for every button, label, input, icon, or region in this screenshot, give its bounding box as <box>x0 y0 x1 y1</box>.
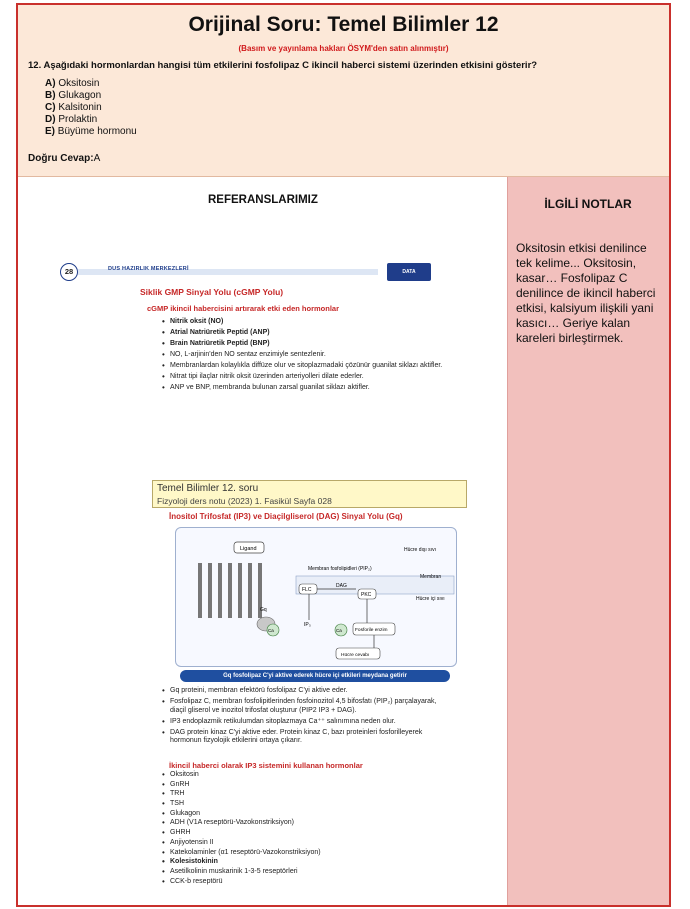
main-frame <box>16 3 671 907</box>
list-item: • CCK-b reseptörü <box>162 878 447 887</box>
list-item: • ANP ve BNP, membranda bulunan zarsal guanilat siklazı aktifler. <box>162 384 447 393</box>
option-e <box>45 126 137 138</box>
pathway-svg <box>176 528 458 668</box>
list-item: • Katekolaminler (α1 reseptörü-Vazokonstriksiyon) <box>162 849 447 858</box>
list-item: • DAG protein kinaz C'yi aktive eder. Protein kinaz C, bazı proteinleri fosforilleyerek hormonun fizyolojik etkilerini ortaya çıkarır. <box>162 729 447 746</box>
option-a <box>45 78 137 90</box>
membrane-label: Membran <box>420 574 442 580</box>
flc-label: FLC <box>302 587 312 593</box>
annotation-source: Fizyoloji ders notu (2023) 1. Fasikül Sayfa 028 <box>157 496 332 506</box>
list-item: • Anjiyotensin II <box>162 839 447 848</box>
list-item: • Gq proteini, membran efektörü fosfolipaz C'yi aktive eder. <box>162 687 447 696</box>
correct-answer <box>28 153 100 164</box>
pkc-label: PKC <box>361 592 372 598</box>
list-item: • ADH (V1A reseptörü-Vazokonstriksiyon) <box>162 819 447 828</box>
option-c <box>45 102 137 114</box>
list-item: • Membranlardan kolaylıkla diffüze olur ve sitoplazmadaki çözünür guanilat siklazı aktifler. <box>162 362 447 371</box>
option-text: Büyüme hormonu <box>55 126 137 137</box>
option-letter: E) <box>45 126 55 137</box>
ip3-pathway-diagram <box>175 527 457 667</box>
annotation-title: Temel Bilimler 12. soru <box>157 483 259 494</box>
gq-label: Gq <box>260 607 267 613</box>
answer-value: A <box>93 153 101 164</box>
summary-banner: Gq fosfolipaz C'yi aktive ederek hücre içi etkileri meydana getirir <box>180 670 450 682</box>
option-letter: B) <box>45 90 56 101</box>
page-title: Orijinal Soru: Temel Bilimler 12 <box>188 13 499 36</box>
list-item: • IP3 endoplazmik retikulumdan sitoplazmaya Ca⁺⁺ salınımına neden olur. <box>162 718 447 727</box>
calcium-label: Ca <box>268 628 274 633</box>
list-item: • Oksitosin <box>162 771 447 780</box>
extracellular-label: Hücre dışı sıvı <box>404 547 436 553</box>
question-text: 12. Aşağıdaki hormonlardan hangisi tüm etkilerini fosfolipaz C ikincil haberci sistemi üzerinden etkisini gösterir? <box>28 60 538 71</box>
notes-text: Oksitosin etkisi denilince tek kelime... Oksitosin, kasar… Fosfolipaz C denilince de ikincil haberci etkisi, kalsiyum ilişkili yani kasıcı… Geriye kalan kareleri birleştirmek. <box>516 241 656 345</box>
enzyme-label: Fosforile enzim <box>355 628 388 633</box>
textbook-header <box>60 263 440 281</box>
section-heading: İnositol Trifosfat (IP3) ve Diaçilgliserol (DAG) Sinyal Yolu (Gq) <box>169 512 403 521</box>
receptor-icon <box>200 563 260 618</box>
list-item: • NO, L-arjinin'den NO sentaz enzimiyle sentezlenir. <box>162 351 447 360</box>
gq-list <box>162 687 447 748</box>
publisher-logo: DATA <box>387 263 431 281</box>
ligand-label: Ligand <box>240 546 257 552</box>
cgmp-list <box>162 318 447 395</box>
list-item: • Kolesistokinin <box>162 858 447 867</box>
textbook-page <box>48 252 458 885</box>
answer-label: Doğru Cevap: <box>28 153 94 164</box>
page-number: 28 <box>60 263 78 281</box>
intracellular-label: Hücre içi sıvı <box>416 596 445 602</box>
header-band-text: DUS HAZIRLIK MERKEZLERİ <box>108 266 189 272</box>
copyright-note: (Basım ve yayınlama hakları ÖSYM'den satın alınmıştır) <box>238 44 449 53</box>
list-item: • Fosfolipaz C, membran fosfolipitlerinden fosfoinozitol 4,5 bifosfatı (PIP₂) parçalayarak, diaçil gliserol ve inozitol trifosfat oluşturur (PIP2 IP3 + DAG). <box>162 698 447 715</box>
option-text: Prolaktin <box>55 114 98 125</box>
option-letter: C) <box>45 102 56 113</box>
dag-label: DAG <box>336 583 347 589</box>
pip-label: Membran fosfolipidleri (PIP₂) <box>308 566 372 572</box>
option-letter: A) <box>45 78 56 89</box>
section-heading: Siklik GMP Sinyal Yolu (cGMP Yolu) <box>140 287 284 297</box>
list-item: • Brain Natriüretik Peptid (BNP) <box>162 340 447 349</box>
question-panel <box>18 5 669 177</box>
options-list <box>45 78 137 138</box>
subsection-heading: cGMP ikincil habercisini artırarak etki eden hormonlar <box>147 304 340 313</box>
list-item: • Glukagon <box>162 810 447 819</box>
list-item: • Atrial Natriüretik Peptid (ANP) <box>162 329 447 338</box>
calcium-label: Ca <box>336 628 342 633</box>
references-panel <box>18 177 507 907</box>
notes-title: İLGİLİ NOTLAR <box>544 197 632 211</box>
section-heading: İkincil haberci olarak IP3 sistemini kullanan hormonlar <box>169 761 363 770</box>
option-text: Glukagon <box>55 90 102 101</box>
option-letter: D) <box>45 114 56 125</box>
option-d <box>45 114 137 126</box>
option-b <box>45 90 137 102</box>
option-text: Oksitosin <box>55 78 100 89</box>
response-label: Hücre cevabı <box>341 653 370 658</box>
list-item: • GnRH <box>162 781 447 790</box>
ip3-hormone-list <box>162 771 447 887</box>
list-item: • Asetilkolinin muskarinik 1-3-5 reseptörleri <box>162 868 447 877</box>
list-item: • GHRH <box>162 829 447 838</box>
list-item: • Nitrat tipi ilaçlar nitrik oksit üzerinden arteriyolleri dilate ederler. <box>162 373 447 382</box>
list-item: • Nitrik oksit (NO) <box>162 318 447 327</box>
source-annotation <box>152 480 467 508</box>
references-title: REFERANSLARIMIZ <box>208 194 318 206</box>
notes-panel <box>507 177 669 907</box>
list-item: • TSH <box>162 800 447 809</box>
list-item: • TRH <box>162 790 447 799</box>
ip3-label: IP₃ <box>304 622 311 628</box>
option-text: Kalsitonin <box>55 102 102 113</box>
